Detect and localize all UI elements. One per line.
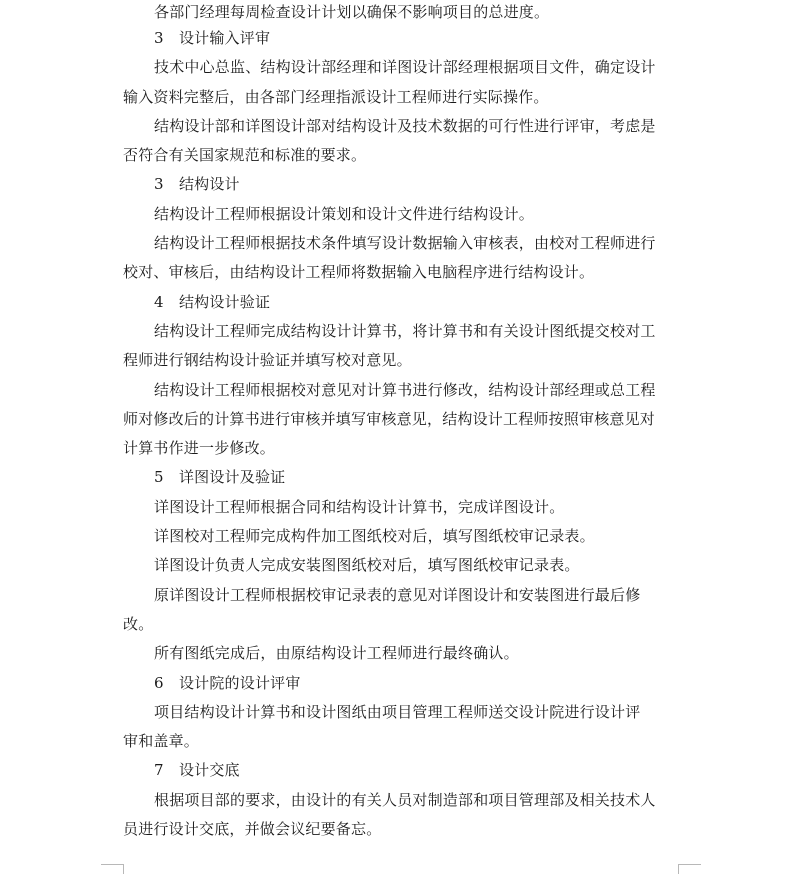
text-line: 所有图纸完成后，由原结构设计工程师进行最终确认。 xyxy=(154,644,519,663)
section-heading: 6 设计院的设计评审 xyxy=(154,673,301,692)
section-heading: 7 设计交底 xyxy=(154,761,240,780)
text-line: 结构设计工程师根据校对意见对计算书进行修改，结构设计部经理或总工程 xyxy=(154,380,656,399)
text-line: 结构设计工程师根据设计策划和设计文件进行结构设计。 xyxy=(154,204,535,223)
section-heading: 3 设计输入评审 xyxy=(154,29,271,47)
text-line: 项目结构设计计算书和设计图纸由项目管理工程师送交设计院进行设计评 xyxy=(154,702,641,721)
text-line: 校对、审核后，由结构设计工程师将数据输入电脑程序进行结构设计。 xyxy=(123,263,595,282)
section-heading: 4 结构设计验证 xyxy=(154,292,271,311)
text-line: 详图设计负责人完成安装图图纸校对后，填写图纸校审记录表。 xyxy=(154,556,580,575)
text-line: 员进行设计交底，并做会议纪要备忘。 xyxy=(123,820,382,839)
text-line: 根据项目部的要求，由设计的有关人员对制造部和项目管理部及相关技术人 xyxy=(154,790,656,809)
text-line: 技术中心总监、结构设计部经理和详图设计部经理根据项目文件，确定设计 xyxy=(154,58,656,77)
text-line: 各部门经理每周检查设计计划以确保不影响项目的总进度。 xyxy=(154,3,550,21)
text-line: 输入资料完整后，由各部门经理指派设计工程师进行实际操作。 xyxy=(123,87,549,106)
text-line: 否符合有关国家规范和标准的要求。 xyxy=(123,146,367,165)
text-line: 师对修改后的计算书进行审核并填写审核意见，结构设计工程师按照审核意见对 xyxy=(123,409,656,428)
text-line: 改。 xyxy=(123,614,154,633)
text-line: 程师进行钢结构设计验证并填写校对意见。 xyxy=(123,351,412,370)
text-line: 结构设计部和详图设计部对结构设计及技术数据的可行性进行评审，考虑是 xyxy=(154,116,656,135)
text-line: 结构设计工程师根据技术条件填写设计数据输入审核表，由校对工程师进行 xyxy=(154,234,656,253)
section-heading: 3 结构设计 xyxy=(154,175,240,194)
page-corner-mark-left xyxy=(101,864,124,874)
text-line: 详图校对工程师完成构件加工图纸校对后，填写图纸校审记录表。 xyxy=(154,527,595,546)
text-line: 详图设计工程师根据合同和结构设计计算书，完成详图设计。 xyxy=(154,497,565,516)
text-line: 原详图设计工程师根据校审记录表的意见对详图设计和安装图进行最后修 xyxy=(154,585,641,604)
text-line: 结构设计工程师完成结构设计计算书，将计算书和有关设计图纸提交校对工 xyxy=(154,321,656,340)
section-heading: 5 详图设计及验证 xyxy=(154,468,286,487)
text-line: 计算书作进一步修改。 xyxy=(123,439,276,458)
page-corner-mark-right xyxy=(678,864,701,874)
text-line: 审和盖章。 xyxy=(123,732,200,751)
document-body xyxy=(123,0,683,844)
